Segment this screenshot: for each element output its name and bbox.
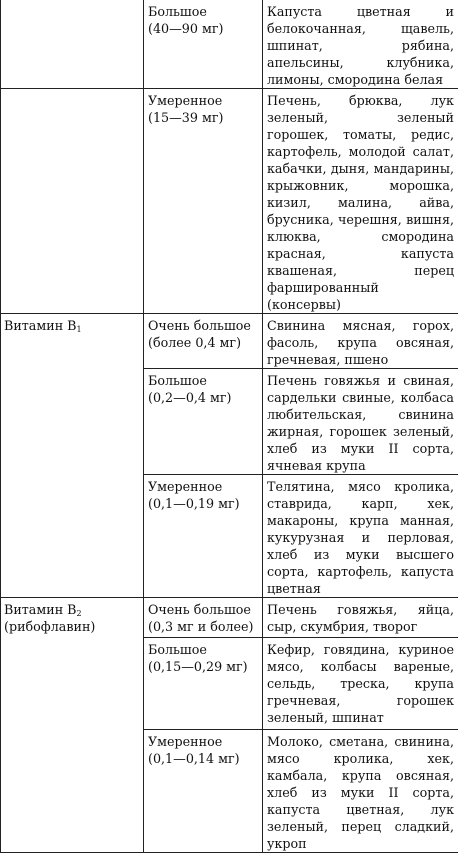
vitamin-subscript: 2 (77, 609, 82, 618)
content-level-cell (144, 89, 263, 314)
vitamin-subscript: 1 (77, 325, 82, 334)
amount-label: (0,1—0,14 мг) (148, 750, 258, 767)
foods-text: Молоко, сметана, свинина, мясо кролика, хек, камбала, крупа овсяная, хлеб из муки II сорта, капуста цветная, лук зеленый, перец сладкий, укроп (267, 734, 454, 851)
foods-text: Свинина мясная, горох, фасоль, крупа овсяная, гречневая, пшено (267, 318, 454, 367)
vitamin-cell (1, 598, 144, 853)
table-row (1, 598, 458, 638)
content-level-cell (144, 475, 263, 598)
vitamin-cell (1, 0, 144, 89)
amount-label: (0,2—0,4 мг) (148, 389, 258, 406)
vitamin-name: Витамин $B_2$ (4, 601, 139, 618)
level-label: Умеренное (148, 733, 258, 750)
foods-text: Печень, брюква, лук зеленый, зеленый горошек, томаты, редис, картофель, молодой салат, кабачки, дыня, мандарины, крыжовник, морошка, кизил, малина, айва, брусника, черешня, вишня, клюква, смородина красная, капуста квашеная, перец фаршированный (консервы) (267, 93, 454, 312)
table-row (1, 89, 458, 314)
content-level-cell (144, 0, 263, 89)
vitamin-alt-name: (рибофлавин) (4, 618, 139, 635)
foods-cell (263, 475, 458, 598)
foods-cell (263, 598, 458, 638)
foods-text: Телятина, мясо кролика, ставрида, карп, хек, макароны, крупа манная, кукурузная и перловая, хлеб из муки высшего сорта, картофель, капуста цветная (267, 479, 454, 596)
foods-cell (263, 638, 458, 730)
foods-text: Кефир, говядина, куриное мясо, колбасы вареные, сельдь, треска, крупа гречневая, горошек зеленый, шпинат (267, 642, 454, 725)
foods-cell (263, 314, 458, 369)
level-label: Очень большое (148, 601, 258, 618)
foods-cell (263, 89, 458, 314)
content-level-cell (144, 598, 263, 638)
vitamin-cell (1, 89, 144, 314)
table-row (1, 314, 458, 369)
level-label: Большое (148, 372, 258, 389)
amount-label: (более 0,4 мг) (148, 334, 258, 351)
level-label: Очень большое (148, 317, 258, 334)
level-label: Умеренное (148, 92, 258, 109)
vitamin-cell (1, 314, 144, 598)
foods-cell (263, 730, 458, 853)
amount-label: (40—90 мг) (148, 20, 258, 37)
foods-text: Капуста цветная и белокочанная, щавель, шпинат, рябина, апельсины, клубника, лимоны, смородина белая (267, 4, 454, 87)
content-level-cell (144, 314, 263, 369)
amount-label: (0,1—0,19 мг) (148, 495, 258, 512)
amount-label: (15—39 мг) (148, 109, 258, 126)
vitamin-name: Витамин $B_1$ (4, 318, 82, 333)
level-label: Умеренное (148, 478, 258, 495)
foods-cell (263, 369, 458, 475)
level-label: Большое (148, 641, 258, 658)
content-level-cell (144, 638, 263, 730)
foods-text: Печень говяжья и свиная, сардельки свиные, колбаса любительская, свинина жирная, горошек зеленый, хлеб из муки II сорта, ячневая крупа (267, 373, 454, 473)
amount-label: (0,3 мг и более) (148, 618, 258, 635)
foods-text: Печень говяжья, яйца, сыр, скумбрия, творог (267, 602, 454, 634)
level-label: Большое (148, 3, 258, 20)
content-level-cell (144, 730, 263, 853)
amount-label: (0,15—0,29 мг) (148, 658, 258, 675)
table-row (1, 0, 458, 89)
content-level-cell (144, 369, 263, 475)
foods-cell (263, 0, 458, 89)
